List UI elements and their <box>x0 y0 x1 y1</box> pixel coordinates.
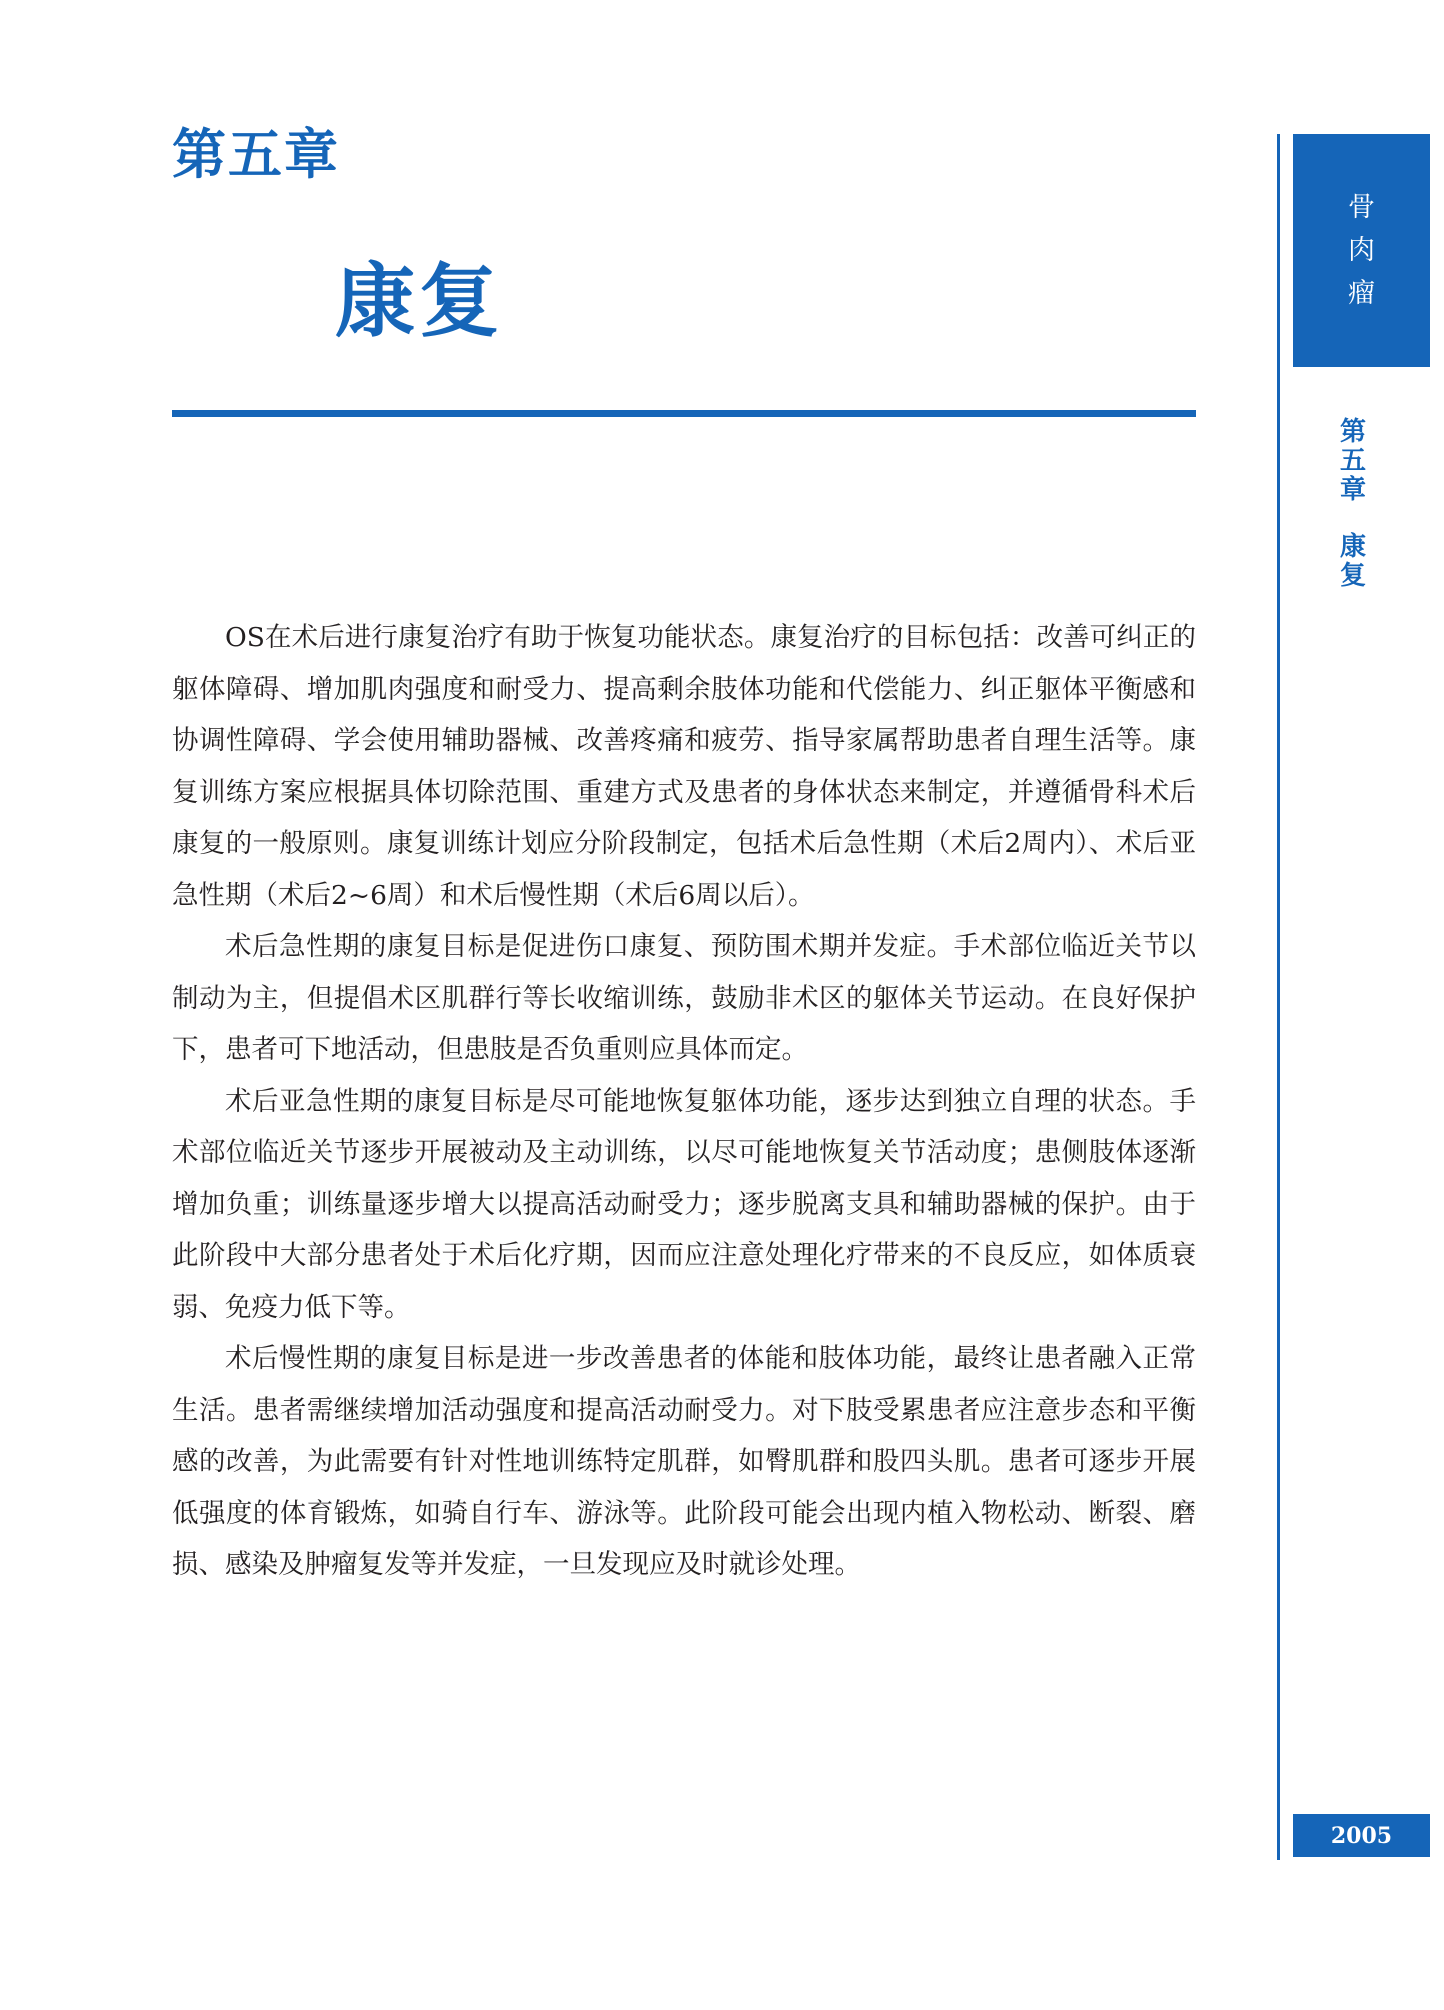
sidebar-char: 章 <box>1339 475 1366 505</box>
sidebar-char: 第 <box>1339 417 1366 447</box>
page-number: 2005 <box>1330 1822 1393 1849</box>
sidebar-divider <box>1277 134 1280 1860</box>
sidebar-char: 五 <box>1339 446 1366 476</box>
body-text <box>172 612 1196 1591</box>
title-divider <box>172 410 1196 417</box>
sidebar-chapter-gap <box>1338 505 1368 533</box>
paragraph-2: 术后急性期的康复目标是促进伤口康复、预防围术期并发症。手术部位临近关节以制动为主，但提倡术区肌群行等长收缩训练，鼓励非术区的躯体关节运动。在良好保护下，患者可下地活动，但患肢是否负重则应具体而定。 <box>172 931 1196 1065</box>
paragraph-4: 术后慢性期的康复目标是进一步改善患者的体能和肢体功能，最终让患者融入正常生活。患者需继续增加活动强度和提高活动耐受力。对下肢受累患者应注意步态和平衡感的改善，为此需要有针对性地训练特定肌群，如臀肌群和股四头肌。患者可逐步开展低强度的体育锻炼，如骑自行车、游泳等。此阶段可能会出现内植入物松动、断裂、磨损、感染及肿瘤复发等并发症，一旦发现应及时就诊处理。 <box>172 1343 1196 1580</box>
sidebar-char: 复 <box>1339 561 1366 591</box>
sidebar-char: 康 <box>1339 532 1366 562</box>
sidebar-chapter-title <box>1338 533 1368 591</box>
sidebar-chapter-label <box>1338 418 1368 591</box>
chapter-number: 第五章 <box>172 123 340 186</box>
page-number-box <box>1293 1814 1430 1857</box>
sidebar-book-tab <box>1293 134 1430 367</box>
sidebar-book-title: 骨肉瘤 <box>1348 192 1375 309</box>
chapter-title: 康复 <box>335 255 503 348</box>
paragraph-3: 术后亚急性期的康复目标是尽可能地恢复躯体功能，逐步达到独立自理的状态。手术部位临近关节逐步开展被动及主动训练，以尽可能地恢复关节活动度；患侧肢体逐渐增加负重；训练量逐步增大以提高活动耐受力；逐步脱离支具和辅助器械的保护。由于此阶段中大部分患者处于术后化疗期，因而应注意处理化疗带来的不良反应，如体质衰弱、免疫力低下等。 <box>172 1085 1196 1323</box>
paragraph-1: OS在术后进行康复治疗有助于恢复功能状态。康复治疗的目标包括：改善可纠正的躯体障碍、增加肌肉强度和耐受力、提高剩余肢体功能和代偿能力、纠正躯体平衡感和协调性障碍、学会使用辅助器械、改善疼痛和疲劳、指导家属帮助患者自理生活等。康复训练方案应根据具体切除范围、重建方式及患者的身体状态来制定，并遵循骨科术后康复的一般原则。康复训练计划应分阶段制定，包括术后急性期（术后2周内）、术后亚急性期（术后2~6周）和术后慢性期（术后6周以后）。 <box>172 622 1196 911</box>
sidebar-chapter-number <box>1338 418 1368 505</box>
